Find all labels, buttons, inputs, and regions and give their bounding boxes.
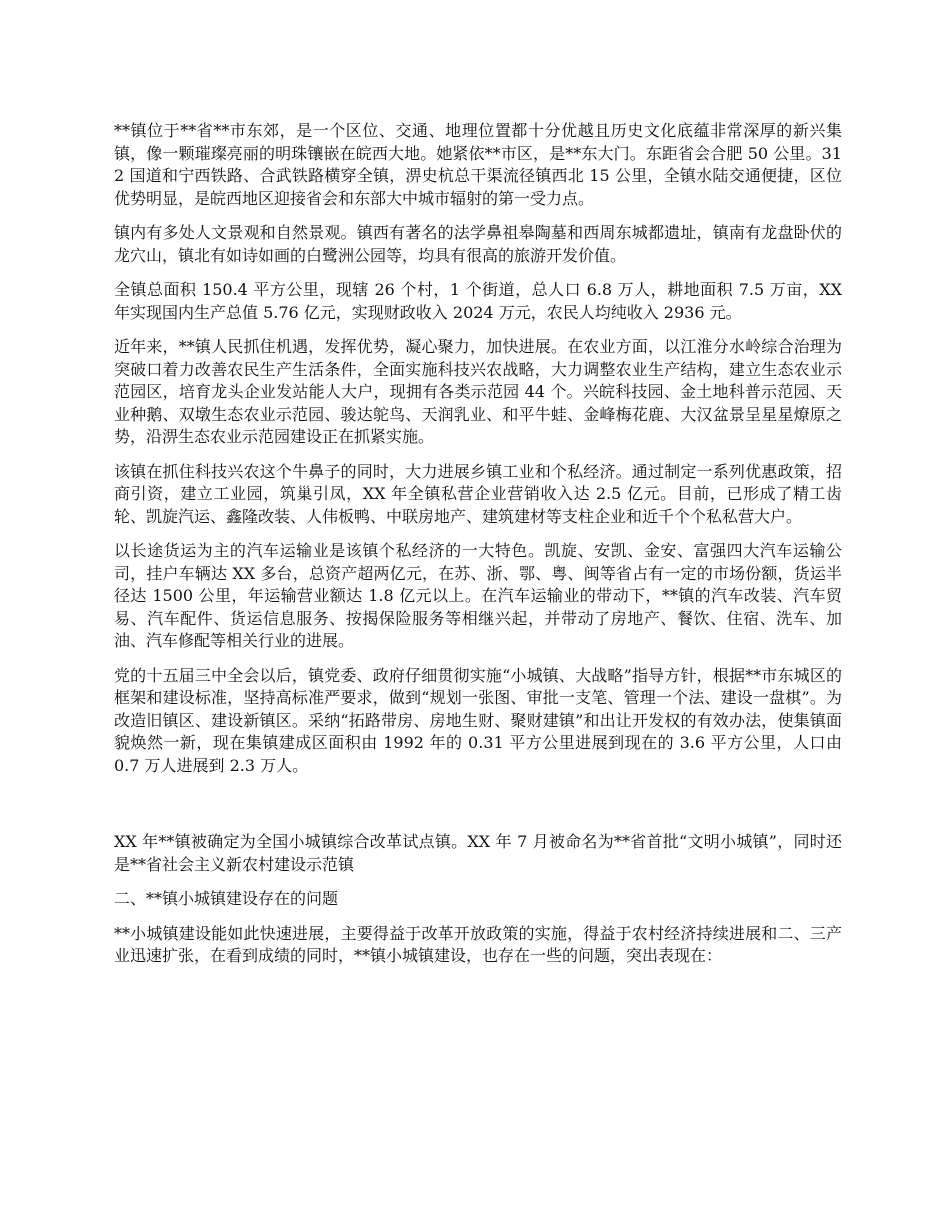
- paragraph-construction: 党的十五届三中全会以后，镇党委、政府仔细贯彻实施“小城镇、大战略”指导方针，根据**市东城区的框架和建设标准，坚持高标准严要求，做到“规划一张图、审批一支笔、管理一个法、建设一盘棋”。为改造旧镇区、建设新镇区。采纳“拓路带房、房地生财、聚财建镇”和出让开发权的有效办法，使集镇面貌焕然一新，现在集镇建成区面积由 1992 年的 0.31 平方公里进展到现在的 3.6 平方公里，人口由 0.7 万人进展到 2.3 万人。: [114, 665, 842, 775]
- document-page: [114, 120, 842, 980]
- paragraph-location: **镇位于**省**市东郊，是一个区位、交通、地理位置都十分优越且历史文化底蕴非常深厚的新兴集镇，像一颗璀璨亮丽的明珠镶嵌在皖西大地。她紧依**市区，是**东大门。东距省会合肥 50 公里。312 国道和宁西铁路、合武铁路横穿全镇，淠史杭总干渠流径镇西北 15 公里，全镇水陆交通便捷，区位优势明显，是皖西地区迎接省会和东部大中城市辐射的第一受力点。: [114, 121, 842, 208]
- paragraph-industry: 该镇在抓住科技兴农这个牛鼻子的同时，大力进展乡镇工业和个私经济。通过制定一系列优惠政策，招商引资，建立工业园，筑巢引凤，XX 年全镇私营企业营销收入达 2.5 亿元。目前，已形成了精工齿轮、凯旋汽运、鑫隆改装、人伟板鸭、中联房地产、建筑建材等支柱企业和近千个个私私营大户。: [114, 461, 842, 526]
- paragraph-statistics: 全镇总面积 150.4 平方公里，现辖 26 个村，1 个街道，总人口 6.8 万人，耕地面积 7.5 万亩，XX 年实现国内生产总值 5.76 亿元，实现财政收入 2024 万元，农民人均纯收入 2936 元。: [114, 280, 842, 322]
- paragraph-transport: 以长途货运为主的汽车运输业是该镇个私经济的一大特色。凯旋、安凯、金安、富强四大汽车运输公司，挂户车辆达 XX 多台，总资产超两亿元，在苏、浙、鄂、粤、闽等省占有一定的市场份额，货运半径达 1500 公里，年运输营业额达 1.8 亿元以上。在汽车运输业的带动下，**镇的汽车改装、汽车贸易、汽车配件、货运信息服务、按揭保险服务等相继兴起，并带动了房地产、餐饮、住宿、洗车、加油、汽车修配等相关行业的进展。: [114, 541, 842, 650]
- paragraph-agriculture: 近年来，**镇人民抓住机遇，发挥优势，凝心聚力，加快进展。在农业方面，以江淮分水岭综合治理为突破口着力改善农民生产生活条件，全面实施科技兴农战略，大力调整农业生产结构，建立生态农业示范园区，培育龙头企业发站能人大户，现拥有各类示范园 44 个。兴皖科技园、金土地科普示范园、天业种鹅、双墩生态农业示范园、骏达鸵鸟、天润乳业、和平牛蛙、金峰梅花鹿、大汉盆景呈星星燎原之势，沿淠生态农业示范园建设正在抓紧实施。: [114, 337, 842, 446]
- section-heading: 二、**镇小城镇建设存在的问题: [114, 889, 339, 908]
- paragraph-problems-intro: **小城镇建设能如此快速进展，主要得益于改革开放政策的实施，得益于农村经济持续进展和二、三产业迅速扩张，在看到成绩的同时，**镇小城镇建设，也存在一些的问题，突出表现在：: [114, 923, 842, 965]
- paragraph-pilot-town: XX 年**镇被确定为全国小城镇综合改革试点镇。XX 年 7 月被命名为**省首批“文明小城镇”，同时还是**省社会主义新农村建设示范镇: [114, 832, 842, 874]
- paragraph-scenery: 镇内有多处人文景观和自然景观。镇西有著名的法学鼻祖皋陶墓和西周东城都遗址，镇南有龙盘卧伏的龙穴山，镇北有如诗如画的白鹭洲公园等，均具有很高的旅游开发价值。: [114, 223, 842, 265]
- paragraph-spacer: [114, 789, 842, 831]
